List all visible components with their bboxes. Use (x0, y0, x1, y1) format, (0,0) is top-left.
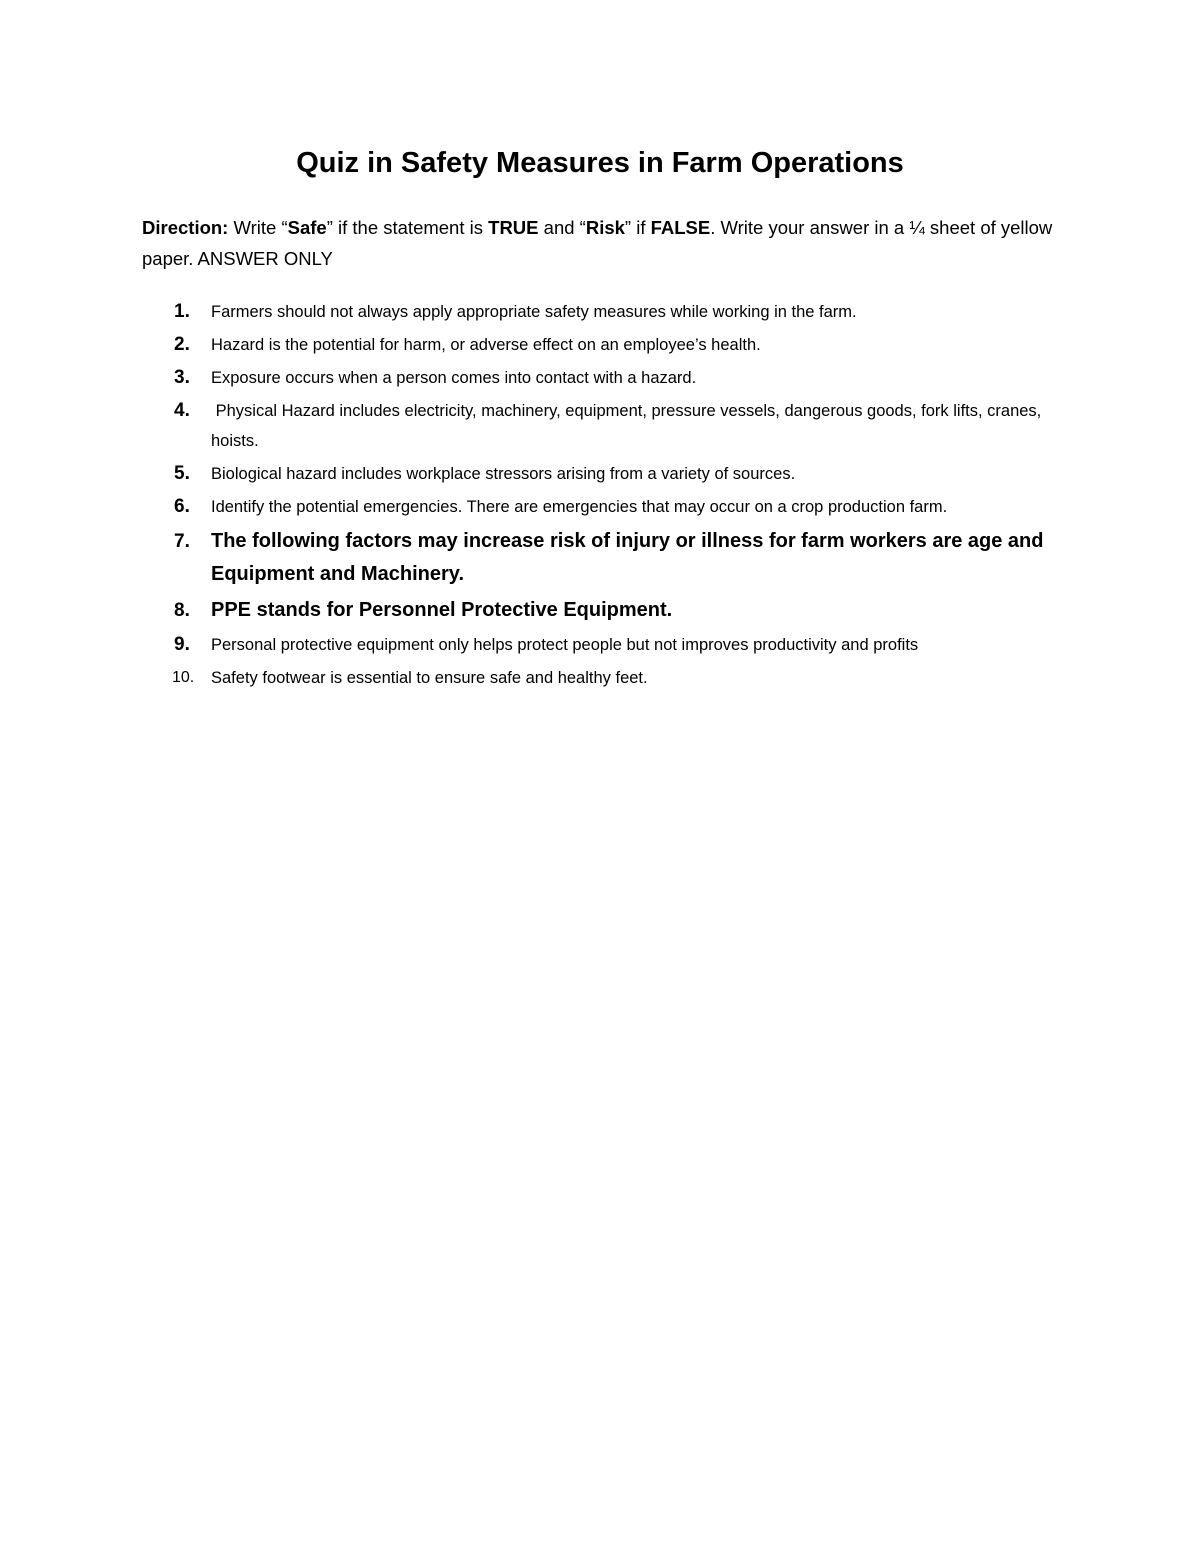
question-item-3 (142, 363, 1058, 393)
question-number: 7. (174, 531, 190, 552)
question-text: Safety footwear is essential to ensure safe and healthy feet. (211, 669, 648, 687)
direction-text-3: and “ (538, 217, 586, 238)
question-number: 2. (174, 334, 190, 355)
direction-text-4: ” if (624, 217, 651, 238)
direction-safe-word: Safe (287, 217, 327, 238)
question-number: 8. (174, 600, 190, 621)
question-number: 9. (174, 634, 190, 655)
question-text: Farmers should not always apply appropriate safety measures while working in the farm. (211, 303, 857, 321)
question-item-7 (142, 525, 1058, 591)
question-text: The following factors may increase risk of injury or illness for farm workers are age and Equipment and Machinery. (211, 530, 1044, 585)
question-text: Identify the potential emergencies. There are emergencies that may occur on a crop production farm. (211, 498, 948, 516)
question-text: Hazard is the potential for harm, or adverse effect on an employee’s health. (211, 336, 761, 354)
question-text: Exposure occurs when a person comes into contact with a hazard. (211, 369, 697, 387)
question-item-6 (142, 492, 1058, 522)
direction-text-2: ” if the statement is (326, 217, 489, 238)
question-item-1 (142, 297, 1058, 327)
direction-true-word: TRUE (488, 217, 539, 238)
question-number: 1. (174, 301, 190, 322)
question-number: 3. (174, 367, 190, 388)
question-item-2 (142, 330, 1058, 360)
question-text: Personal protective equipment only helps protect people but not improves productivity and profits (211, 636, 919, 654)
direction-text-5: . Write your answer in a ¼ sheet of yellow paper. ANSWER ONLY (142, 217, 1053, 269)
question-text: Physical Hazard includes electricity, machinery, equipment, pressure vessels, dangerous goods, fork lifts, cranes, hoists. (211, 402, 1046, 450)
question-text: PPE stands for Personnel Protective Equipment. (211, 599, 673, 621)
question-number: 4. (174, 400, 190, 421)
question-item-10 (142, 663, 1058, 693)
direction-false-word: FALSE (650, 217, 711, 238)
question-text: Biological hazard includes workplace stressors arising from a variety of sources. (211, 465, 796, 483)
question-item-8 (142, 594, 1058, 627)
direction-risk-word: Risk (585, 217, 625, 238)
question-item-4 (142, 396, 1058, 456)
direction-text-1: Write “ (228, 217, 288, 238)
quiz-title: Quiz in Safety Measures in Farm Operations (296, 147, 904, 179)
direction-paragraph (142, 212, 1062, 274)
question-list (142, 297, 1058, 696)
question-item-5 (142, 459, 1058, 489)
direction-label: Direction: (142, 217, 229, 238)
question-number: 10. (172, 669, 195, 686)
question-item-9 (142, 630, 1058, 660)
question-number: 6. (174, 496, 190, 517)
question-number: 5. (174, 463, 190, 484)
